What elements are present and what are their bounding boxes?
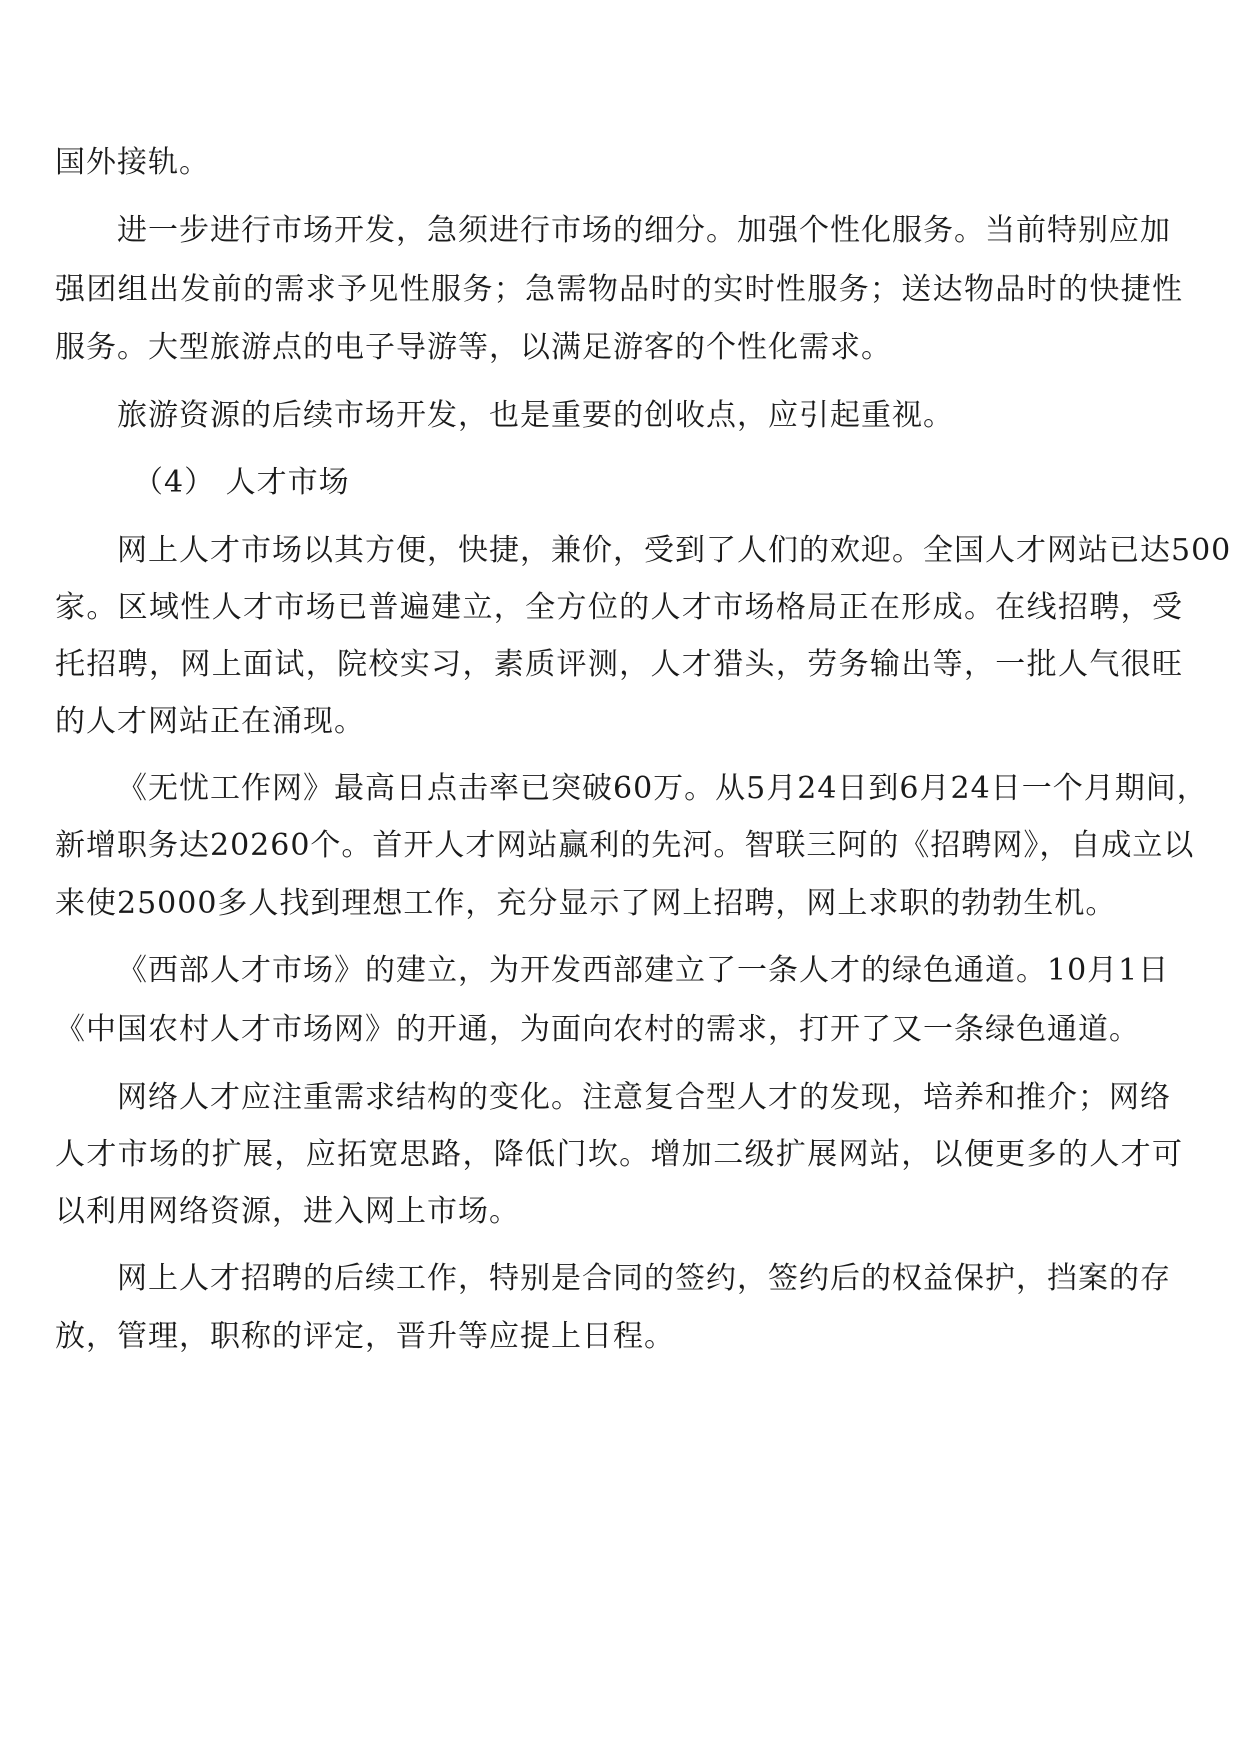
paragraph-line: 《中国农村人才市场网》的开通，为面向农村的需求，打开了又一条绿色通道。 — [55, 1012, 1140, 1047]
paragraph-line: 《无忧工作网》最高日点击率已突破60万。从5月24日到6月24日一个月期间， — [117, 771, 1208, 806]
paragraph-line: 新增职务达20260个。首开人才网站赢利的先河。智联三阿的《招聘网》，自成立以 — [55, 828, 1195, 863]
paragraph-line: 强团组出发前的需求予见性服务；急需物品时的实时性服务；送达物品时的快捷性 — [55, 272, 1183, 307]
paragraph-line: 网络人才应注重需求结构的变化。注意复合型人才的发现，培养和推介；网络 — [117, 1080, 1171, 1115]
paragraph-line: 家。区域性人才市场已普遍建立，全方位的人才市场格局正在形成。在线招聘，受 — [55, 590, 1183, 625]
paragraph-line: 《西部人才市场》的建立，为开发西部建立了一条人才的绿色通道。10月1日 — [117, 953, 1170, 988]
paragraph-line: 国外接轨。 — [55, 145, 210, 180]
paragraph-line: 的人才网站正在涌现。 — [55, 704, 365, 739]
document-page — [55, 0, 1232, 1754]
paragraph-line: 旅游资源的后续市场开发，也是重要的创收点，应引起重视。 — [117, 398, 954, 433]
paragraph-line: 托招聘，网上面试，院校实习，素质评测，人才猎头，劳务输出等，一批人气很旺 — [55, 647, 1183, 682]
paragraph-line: 服务。大型旅游点的电子导游等，以满足游客的个性化需求。 — [55, 330, 892, 365]
paragraph-line: 网上人才招聘的后续工作，特别是合同的签约，签约后的权益保护，挡案的存 — [117, 1261, 1171, 1296]
paragraph-line: 以利用网络资源，进入网上市场。 — [55, 1194, 520, 1229]
paragraph-line: 进一步进行市场开发，急须进行市场的细分。加强个性化服务。当前特别应加 — [117, 213, 1171, 248]
section-heading: （4） 人才市场 — [133, 465, 350, 500]
paragraph-line: 网上人才市场以其方便，快捷，兼价，受到了人们的欢迎。全国人才网站已达500 — [117, 533, 1232, 568]
paragraph-line: 来使25000多人找到理想工作，充分显示了网上招聘，网上求职的勃勃生机。 — [55, 886, 1117, 921]
paragraph-line: 放，管理，职称的评定，晋升等应提上日程。 — [55, 1319, 675, 1354]
paragraph-line: 人才市场的扩展，应拓宽思路，降低门坎。增加二级扩展网站，以便更多的人才可 — [55, 1137, 1183, 1172]
